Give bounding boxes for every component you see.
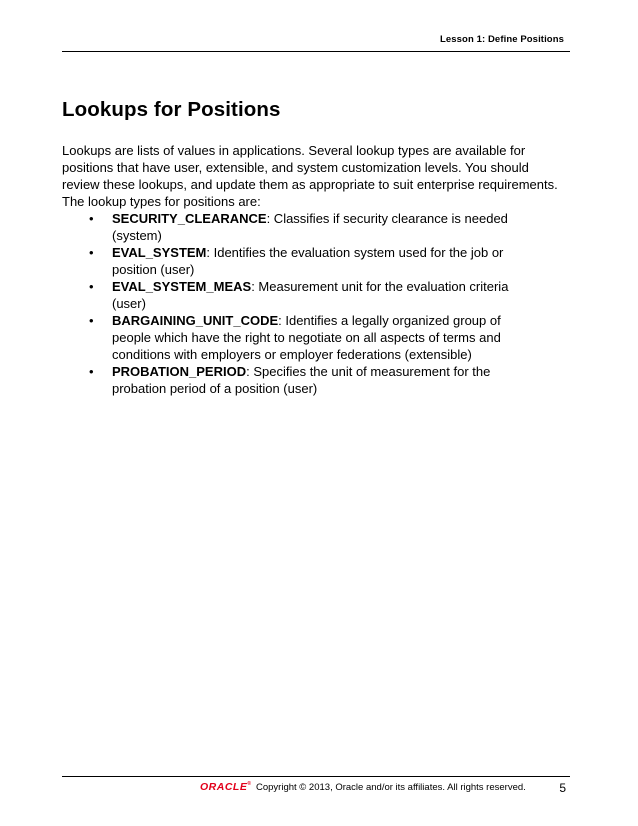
- lookup-term: EVAL_SYSTEM_MEAS: [112, 279, 252, 294]
- list-item-eval-system: [62, 244, 542, 278]
- list-item-probation-period: [62, 363, 542, 397]
- lookup-term: BARGAINING_UNIT_CODE: [112, 313, 279, 328]
- copyright-notice: Copyright © 2013, Oracle and/or its affiliates. All rights reserved.: [256, 782, 526, 793]
- list-item-eval-system-meas: [62, 278, 542, 312]
- lookup-term: PROBATION_PERIOD: [112, 364, 247, 379]
- lookup-term: SECURITY_CLEARANCE: [112, 211, 267, 226]
- oracle-logo-text: ORACLE: [200, 781, 248, 793]
- list-item-security-clearance: [62, 210, 542, 244]
- list-item-bargaining-unit-code: [62, 312, 542, 363]
- bullet-icon: •: [89, 364, 94, 379]
- lookup-description: : Specifies the unit of measurement for the probation period of a position (user): [112, 364, 491, 396]
- bullet-icon: •: [89, 211, 94, 226]
- footer-divider: [62, 776, 570, 777]
- intro-paragraph: Lookups are lists of values in applications. Several lookup types are available for positions that have user, extensible, and system customization levels. You should review these lookups, and update them as appropriate to suit enterprise requirements. The lookup types for positions are:: [62, 143, 558, 209]
- page-title: Lookups for Positions: [62, 98, 281, 121]
- bullet-icon: •: [89, 279, 94, 294]
- lookup-description: : Classifies if security clearance is needed (system): [112, 211, 508, 243]
- lookup-description: : Identifies the evaluation system used for the job or position (user): [112, 245, 504, 277]
- bullet-icon: •: [89, 245, 94, 260]
- page-footer: [200, 781, 570, 795]
- bullet-icon: •: [89, 313, 94, 328]
- oracle-logo: ORACLE®: [200, 781, 252, 793]
- page-number: 5: [559, 781, 566, 795]
- lookup-description: : Measurement unit for the evaluation criteria (user): [112, 279, 509, 311]
- lesson-header: Lesson 1: Define Positions: [439, 34, 564, 45]
- lookup-description: : Identifies a legally organized group of people which have the right to negotiate on all aspects of terms and conditions with employers or employer federations (extensible): [112, 313, 501, 362]
- lookup-term: EVAL_SYSTEM: [112, 245, 207, 260]
- header-divider: [62, 51, 570, 52]
- lookup-types-list: [62, 210, 542, 397]
